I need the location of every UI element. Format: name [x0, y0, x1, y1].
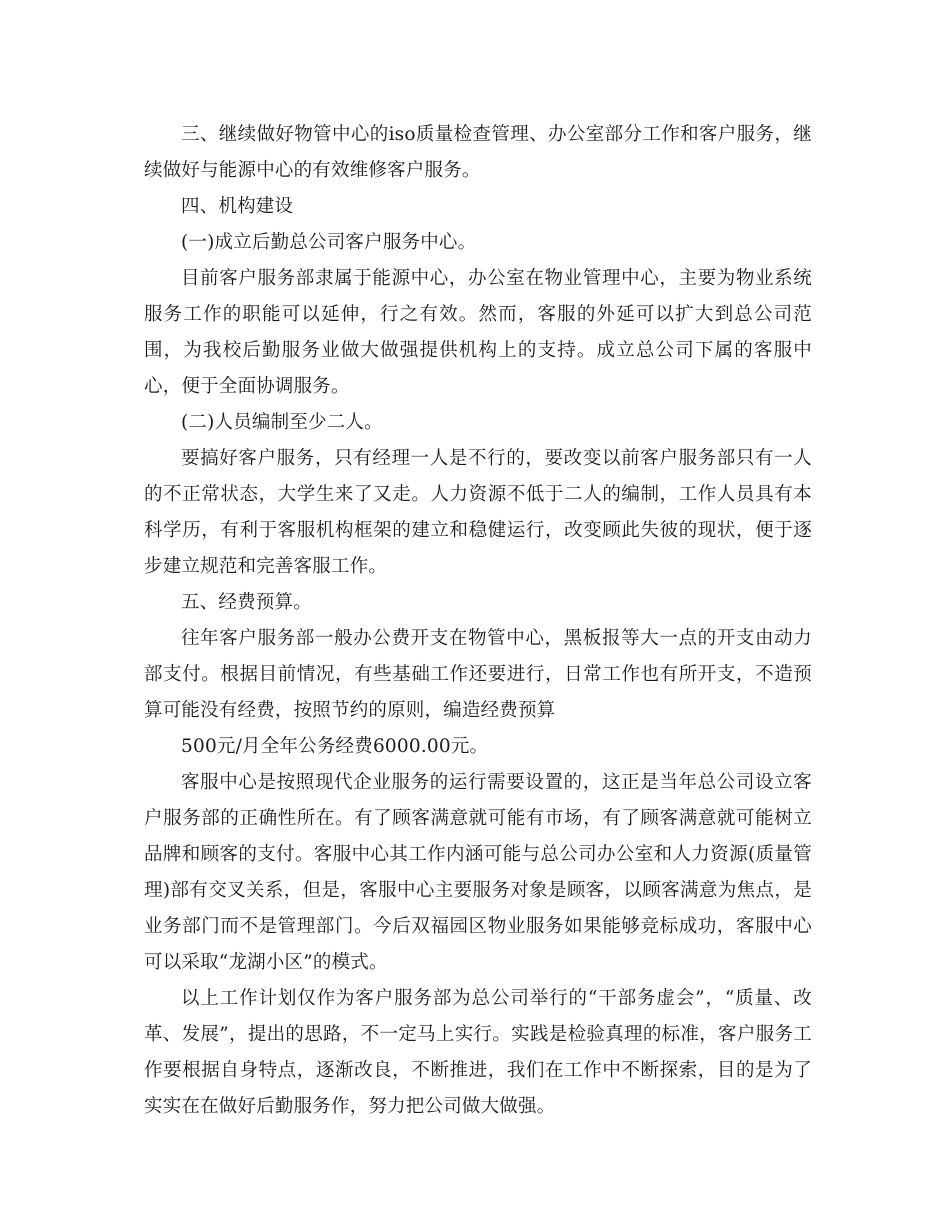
paragraph-4-2-body: 要搞好客户服务，只有经理一人是不行的，要改变以前客户服务部只有一人的不正常状态，大学生来了又走。人力资源不低于二人的编制，工作人员具有本科学历，有利于客服机构框架的建立和稳健运行，改变顾此失彼的现状，便于逐步建立规范和完善客服工作。	[144, 448, 812, 577]
paragraph-1: 三、继续做好物管中心的iso质量检查管理、办公室部分工作和客户服务，继续做好与能源中心的有效维修客户服务。	[144, 124, 812, 181]
paragraph-5-body: 往年客户服务部一般办公费开支在物管中心，黑板报等大一点的开支由动力部支付。根据目前情况，有些基础工作还要进行，日常工作也有所开支，不造预算可能没有经费，按照节约的原则，编造经费预算	[144, 628, 812, 721]
budget-line: 500元/月全年公务经费6000.00元。	[181, 736, 489, 757]
paragraph-service-center: 客服中心是按照现代企业服务的运行需要设置的，这正是当年总公司设立客户服务部的正确性所在。有了顾客满意就可能有市场，有了顾客满意就可能树立品牌和顾客的支付。客服中心其工作内涵可能与总公司办公室和人力资源(质量管理)部有交叉关系，但是，客服中心主要服务对象是顾客，以顾客满意为焦点，是业务部门而不是管理部门。今后双福园区物业服务如果能够竞标成功，客服中心可以采取“龙湖小区”的模式。	[144, 772, 812, 973]
paragraph-4-1-body: 目前客户服务部隶属于能源中心，办公室在物业管理中心，主要为物业系统服务工作的职能可以延伸，行之有效。然而，客服的外延可以扩大到总公司范围，为我校后勤服务业做大做强提供机构上的支持。成立总公司下属的客服中心，便于全面协调服务。	[144, 268, 812, 397]
paragraph-conclusion: 以上工作计划仅作为客户服务部为总公司举行的“干部务虚会”，“质量、改革、发展”，提出的思路，不一定马上实行。实践是检验真理的标准，客户服务工作要根据自身特点，逐渐改良，不断推进，我们在工作中不断探索，目的是为了实实在在做好后勤服务作，努力把公司做大做强。	[144, 988, 812, 1117]
section-heading-5: 五、经费预算。	[181, 592, 312, 613]
document-page	[144, 117, 812, 1125]
subheading-4-1: (一)成立后勤总公司客户服务中心。	[181, 232, 477, 253]
subheading-4-2: (二)人员编制至少二人。	[181, 412, 383, 433]
section-heading-4: 四、机构建设	[181, 196, 294, 217]
